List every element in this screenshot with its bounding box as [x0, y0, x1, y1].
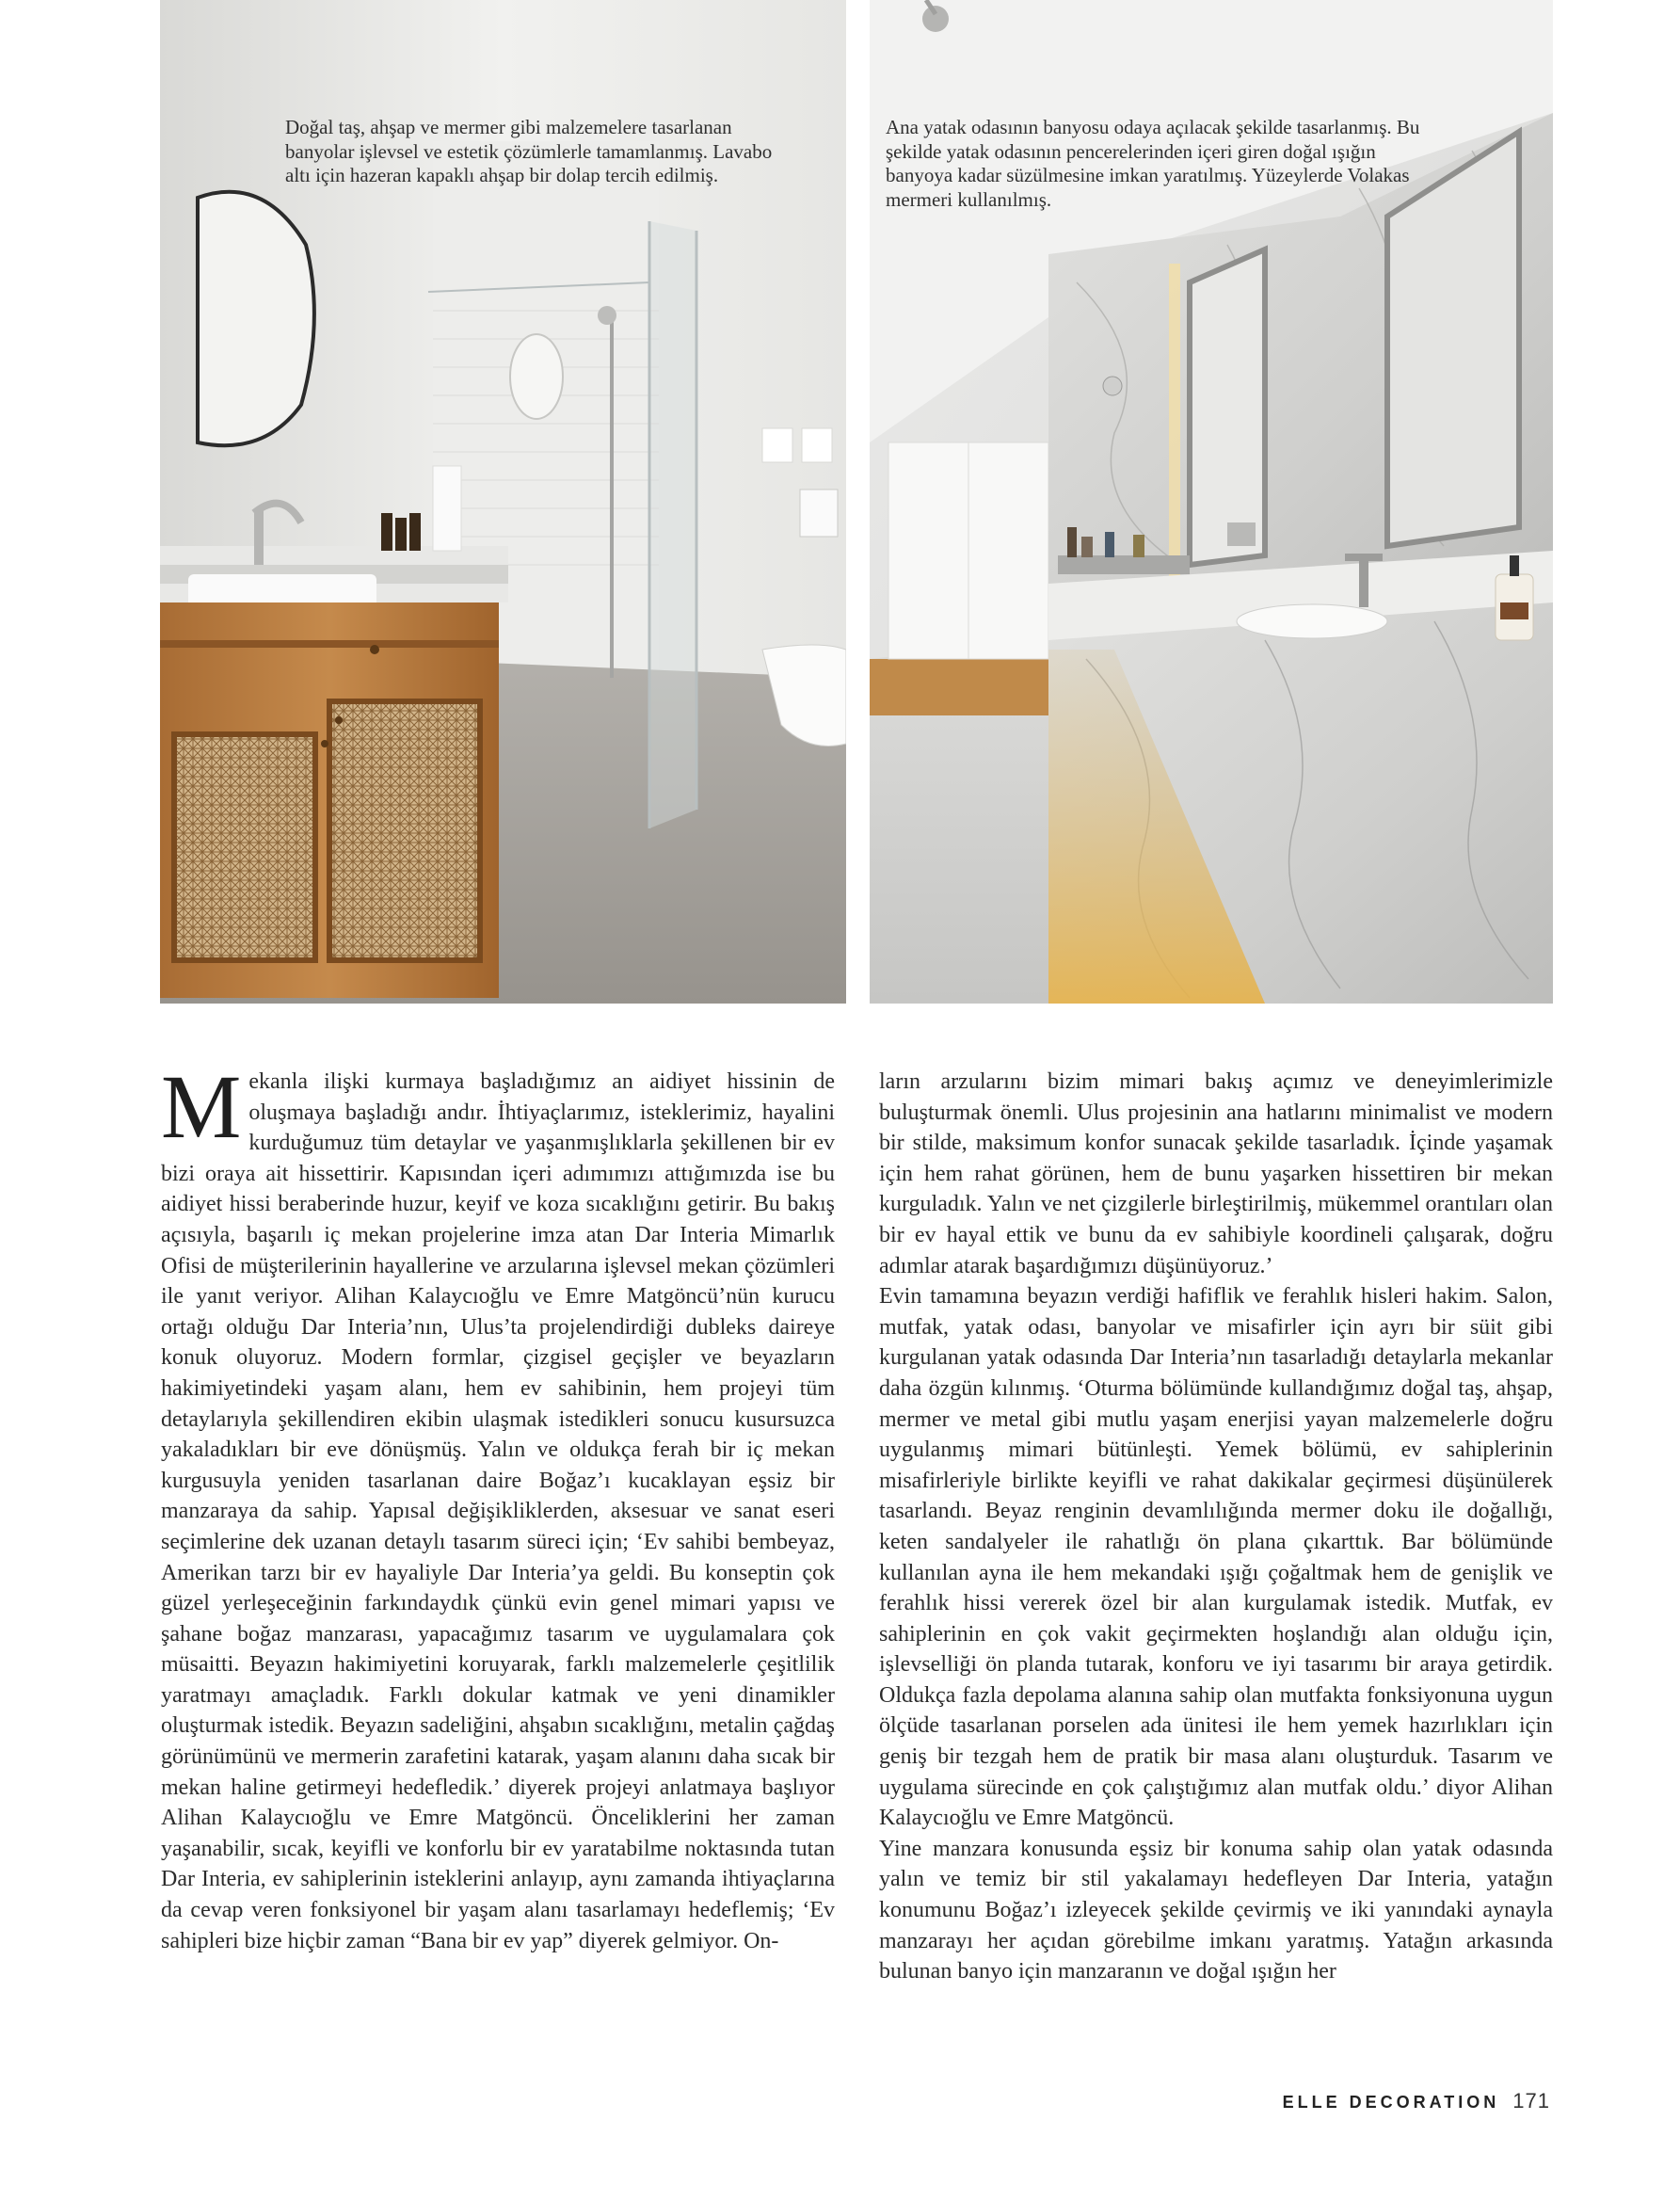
- article-paragraph: Yine manzara konusunda eşsiz bir konuma sahip olan yatak odasında yalın ve temiz bir stil yakalamayı hedefleyen Dar Interia, yatağın konumunu Boğaz’ı izleyecek şekilde çevirmiş ve iki yanındaki aynayla manzarayı her açıdan görebilme imkanı yaratmış. Yatağın arkasında bulunan banyo için manzaranın ve doğal ışığın her: [879, 1836, 1553, 1984]
- page-number: 171: [1512, 2089, 1550, 2113]
- article-paragraph: [161, 1056, 835, 1956]
- article-column-left: [161, 1056, 835, 1956]
- drop-cap: M: [161, 1056, 242, 1157]
- photo-caption-right: Ana yatak odasının banyosu odaya açılacak şekilde tasarlanmış. Bu şekilde yatak odasının pencerelerinden içeri giren doğal ışığın banyoya kadar süzülmesine imkan yaratılmış. Yüzeylerde Volakas mermeri kullanılmış.: [886, 116, 1420, 211]
- article-paragraph: Evin tamamına beyazın verdiği hafiflik ve ferahlık hisleri hakim. Salon, mutfak, yatak odası, banyolar ve misafirler için ayrı bir süit gibi kurgulanan yatak odasında Dar Interia’nın tasarladığı detaylarla mekanlar daha özgün kılınmış. ‘Oturma bölümünde kullandığımız doğal taş, ahşap, mermer ve metal gibi mutlu yaşam enerjisi yayan malzemelerle doğru uygulanmış mimari bütünleşti. Yemek bölümü, ev sahiplerinin misafirleriyle birlikte keyifli ve rahat dakikalar geçirmesi düşünülerek tasarlandı. Beyaz renginin devamlılığında mermer doku ile doğallığı, keten sandalyeler ile rahatlığı ön plana çıkarttık. Bar bölümünde kullanılan ayna ile hem mekandaki ışığı çoğaltmak hem de genişlik ve ferahlık hissi vererek özel bir alan kurgulamak istedik. Mutfak, ev sahiplerinin en çok vakit geçirmekten hoşlandığı alan olduğu için, işlevselliği ön planda tutarak, konforu ve iyi tasarımı bir araya getirdik. Oldukça fazla depolama alanına sahip olan mutfakta fonksiyonuna uygun ölçüde tasarlanan porselen ada ünitesi ile hem yemek hazırlıkları için geniş bir tezgah hem de pratik bir masa alanı oluşturduk. Tasarım ve uygulama sürecinde en çok çalıştığımız alan mutfak oldu.’ diyor Alihan Kalaycıoğlu ve Emre Matgöncü.: [879, 1284, 1553, 1831]
- article-column-right: [879, 1067, 1553, 1987]
- article-paragraph: ların arzularını bizim mimari bakış açımız ve deneyimlerimizle buluşturmak önemli. Ulus projesinin ana hatlarını minimalist ve modern bir stilde, maksimum konfor sunacak şekilde tasarladık. İçinde yaşamak için hem rahat görünen, hem de bunu yaşarken hissettiren bir mekan kurguladık. Yalın ve net çizgilerle birleştirilmiş, mükemmel orantıları olan bir ev hayal ettik ve bunu da ev sahibiyle koordineli çalışarak, doğru adımlar atarak başardığımızı düşünüyoruz.’: [879, 1069, 1553, 1278]
- article-left-text: ekanla ilişki kurmaya başladığımız an aidiyet hissinin de oluşmaya başladığı andır. İhtiyaçlarımız, isteklerimiz, hayalini kurduğumuz tüm detaylar ve yaşanmışlıklarla şekillenen bir ev bizi oraya ait hissettirir. Kapısından içeri adımımızı attığımızda ise bu aidiyet hissi beraberinde huzur, keyif ve koza sıcaklığını getirir. Bu bakış açısıyla, başarılı iç mekan projelerine imza atan Dar Interia Mimarlık Ofisi de müşterilerinin hayallerine ve arzularına işlevsel mekan çözümleri ile yanıt veriyor. Alihan Kalaycıoğlu ve Emre Matgöncü’nün kurucu ortağı olduğu Dar Interia’nın, Ulus’ta projelendirdiği dubleks daireye konuk oluyoruz. Modern formlar, çizgisel geçişler ve beyazların hakimiyetindeki yaşam alanı, hem ev sahibinin, hem projeyi tüm detaylarıyla şekillendiren ekibin ulaşmak istedikleri sonucu kusursuzca yakaladıkları bir eve dönüşmüş. Yalın ve oldukça ferah bir iç mekan kurgusuyla yeniden tasarlanan daire Boğaz’ı kucaklayan eşsiz bir manzaraya da sahip. Yapısal değişikliklerden, aksesuar ve sanat eseri seçimlerine dek uzanan detaylı tasarım süreci için; ‘Ev sahibi bembeyaz, Amerikan tarzı bir ev hayaliyle Dar Interia’ya geldi. Bu konseptin çok güzel yerleşeceğinin farkındaydık çünkü evin genel mimari yapısı ve şahane boğaz manzarası, yapacağımız tasarım ve uygulamalara çok müsaitti. Beyazın hakimiyetini koruyarak, farklı malzemelerle çeşitlilik yaratmayı amaçladık. Farklı dokular katmak ve yeni dinamikler oluşturmak istedik. Beyazın sadeliğini, ahşabın sıcaklığını, metalin çağdaş görünümünü ve mermerin zarafetini katarak, yaşam alanını daha sıcak bir mekan haline getirmeyi hedefledik.’ diyerek projeyi anlatmaya başlıyor Alihan Kalaycıoğlu ve Emre Matgöncü. Önceliklerini her zaman yaşanabilir, sıcak, keyifli ve konforlu bir ev yaratabilme noktasında tutan Dar Interia, ev sahiplerinin isteklerini anlayıp, aynı zamanda ihtiyaçlarına da cevap veren fonksiyonel bir yaşam alanı tasarlamayı hedeflemiş; ‘Ev sahipleri bize hiçbir zaman “Bana bir ev yap” diyerek gelmiyor. On-: [161, 1069, 835, 1953]
- page-footer: [1283, 2089, 1550, 2113]
- photo-caption-left: Doğal taş, ahşap ve mermer gibi malzemelere tasarlanan banyolar işlevsel ve estetik çözümlerle tamamlanmış. Lavabo altı için hazeran kapaklı ahşap bir dolap tercih edilmiş.: [285, 116, 773, 186]
- magazine-name: ELLE DECORATION: [1282, 2093, 1500, 2112]
